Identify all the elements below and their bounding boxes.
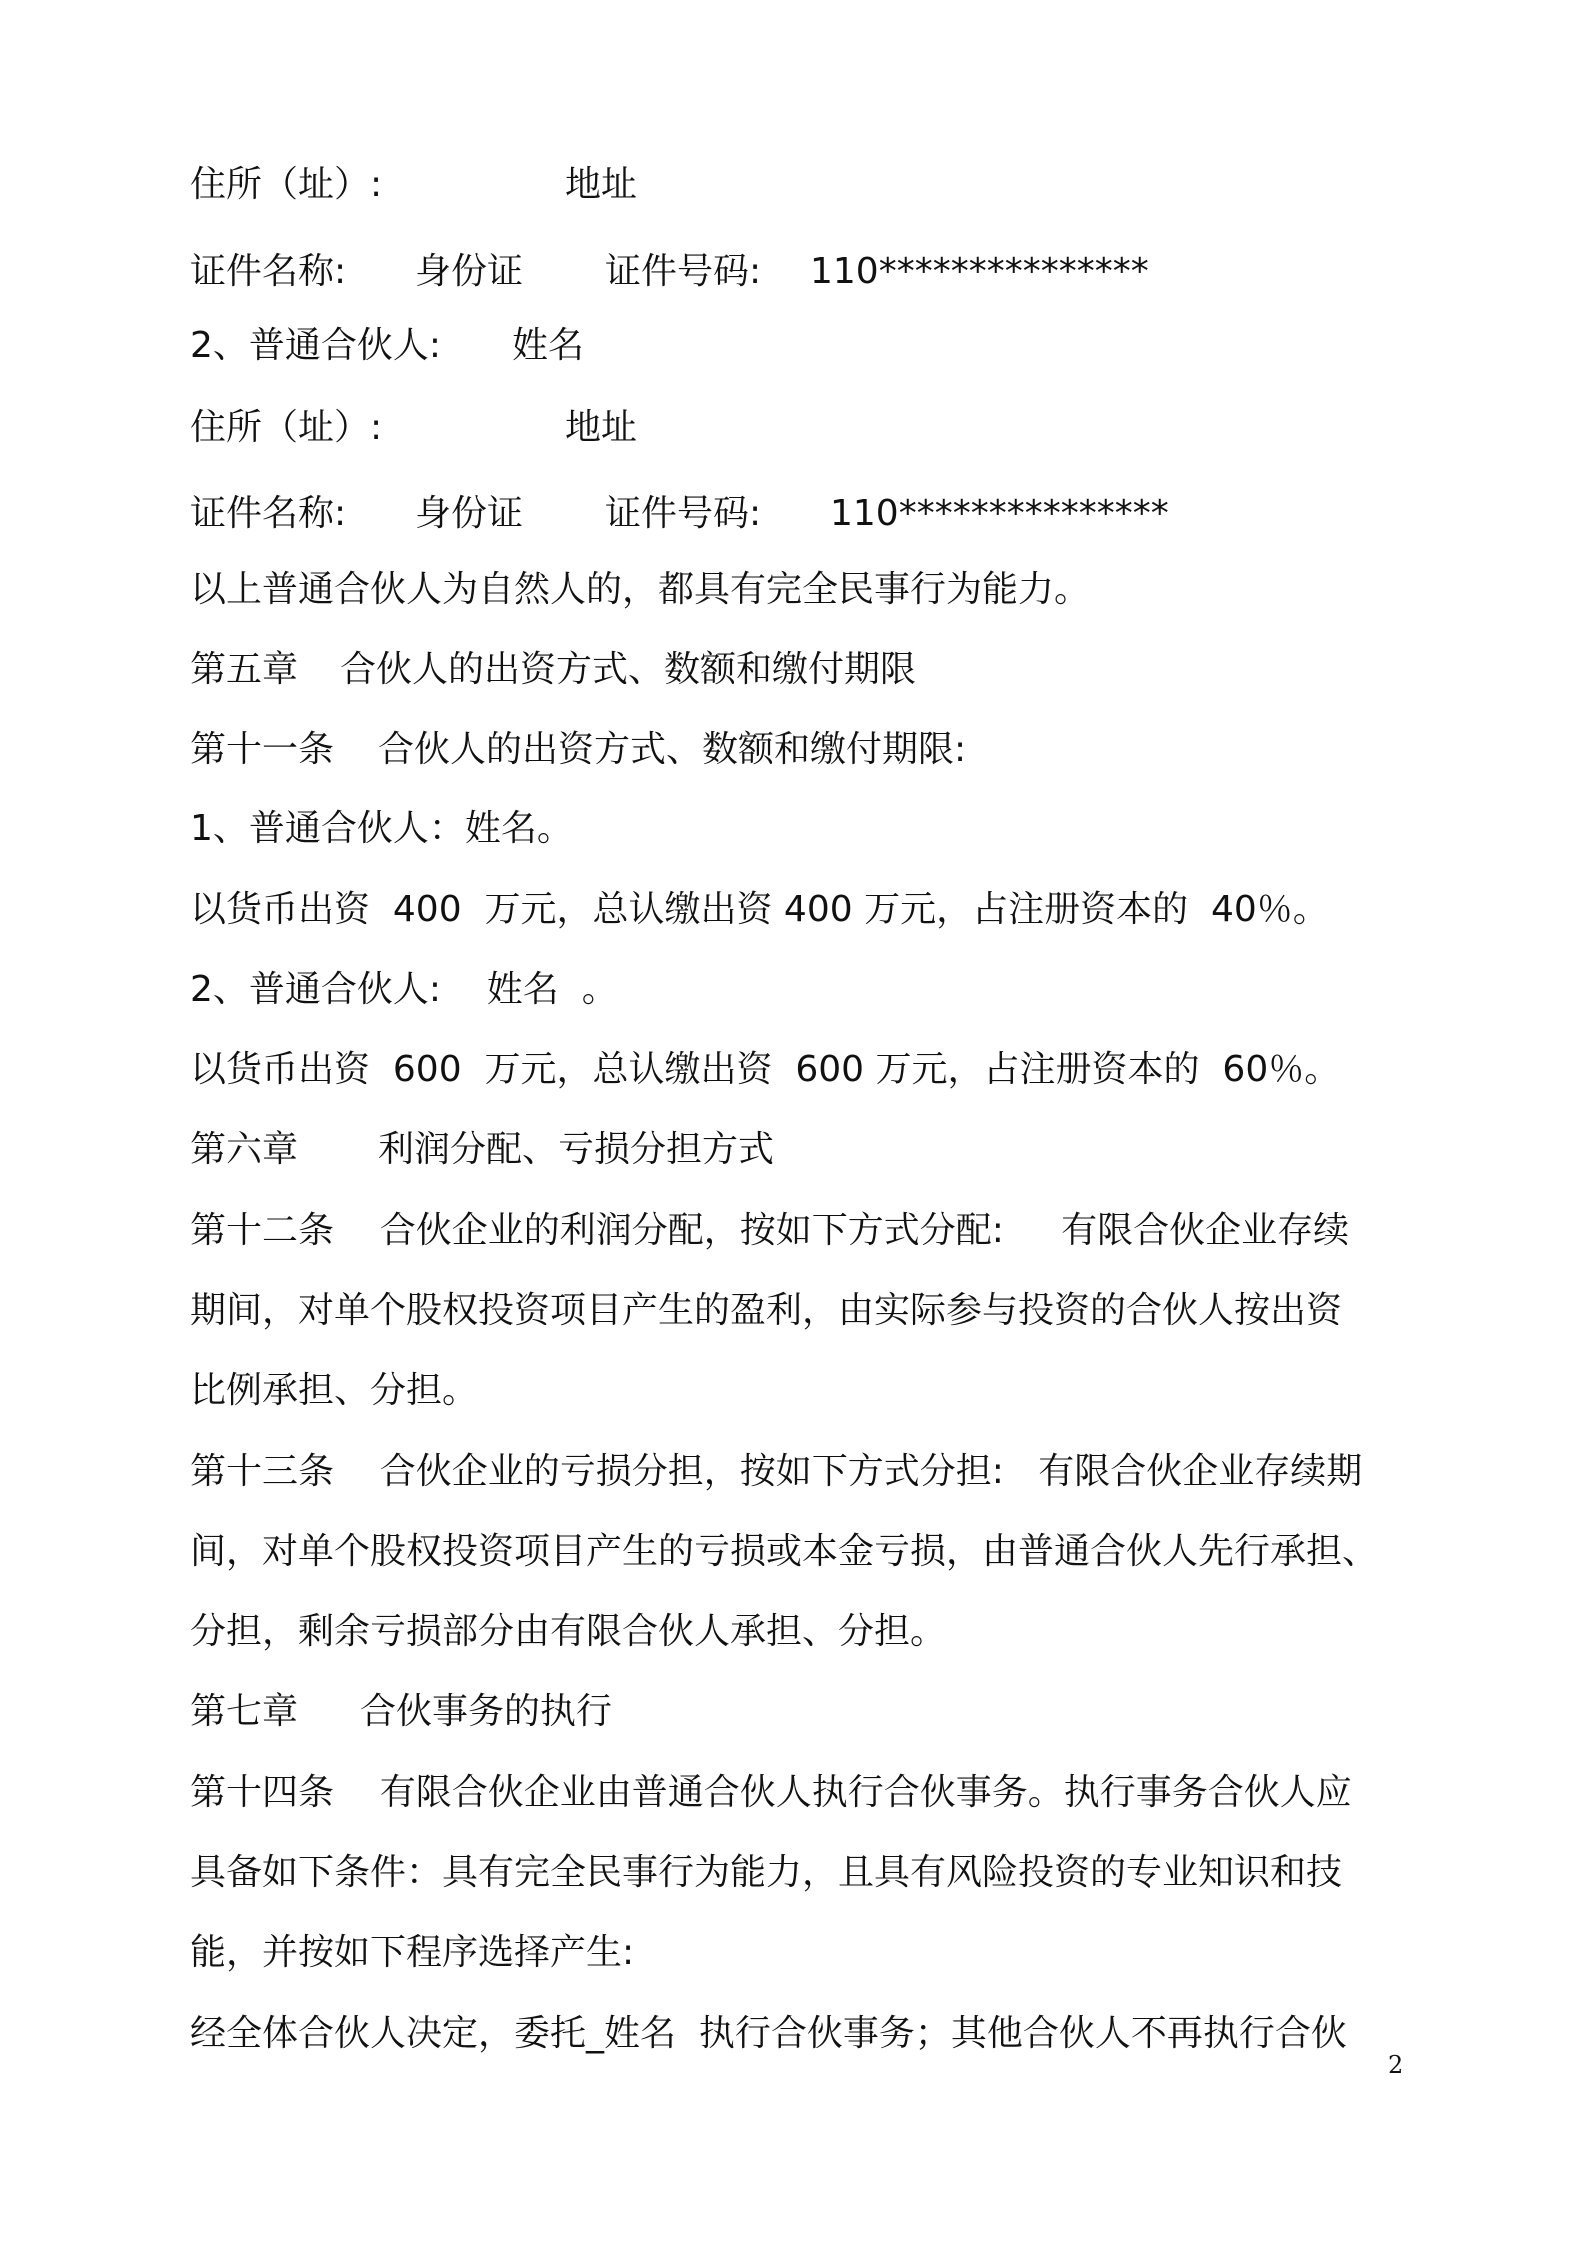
article13-line: 间，对单个股权投资项目产生的亏损或本金亏损，由普通合伙人先行承担、 xyxy=(190,1531,1379,1572)
chapter-title: 利润分配、亏损分担方式 xyxy=(378,1129,775,1170)
article14-line: 具备如下条件：具有完全民事行为能力，且具有风险投资的专业知识和技 xyxy=(190,1852,1343,1893)
id-type-value: 身份证 xyxy=(415,251,524,292)
article13-line: 分担，剩余亏损部分由有限合伙人承担、分担。 xyxy=(190,1611,947,1652)
article14-line: 能，并按如下程序选择产生: xyxy=(190,1932,635,1973)
chapter-number: 第六章 xyxy=(190,1129,299,1170)
article12-line: 期间，对单个股权投资项目产生的盈利，由实际参与投资的合伙人按出资 xyxy=(190,1290,1343,1331)
id-type-value: 身份证 xyxy=(415,493,524,534)
page-number: 2 xyxy=(1388,2051,1404,2079)
chapter-number: 第七章 xyxy=(190,1691,299,1732)
article13-line: 第十三条 合伙企业的亏损分担，按如下方式分担: 有限合伙企业存续期 xyxy=(190,1451,1363,1492)
address-value: 地址 xyxy=(565,164,638,205)
address-label: 住所（址）: xyxy=(190,407,383,448)
id-number-value: 110*************** xyxy=(830,493,1169,534)
contribution1-detail: 以货币出资 400 万元，总认缴出资 400 万元，占注册资本的 40％。 xyxy=(190,889,1329,930)
contribution2-partner: 2、普通合伙人: 姓名 。 xyxy=(190,969,618,1010)
article12-line: 比例承担、分担。 xyxy=(190,1370,479,1411)
id-type-label: 证件名称: xyxy=(190,493,347,534)
article14-line: 第十四条 有限合伙企业由普通合伙人执行合伙事务。执行事务合伙人应 xyxy=(190,1772,1352,1813)
contribution1-partner: 1、普通合伙人：姓名。 xyxy=(190,808,573,849)
partner2-heading-label: 2、普通合伙人: xyxy=(190,325,442,366)
capacity-statement: 以上普通合伙人为自然人的，都具有完全民事行为能力。 xyxy=(190,569,1091,610)
id-number-value: 110*************** xyxy=(810,251,1149,292)
article12-line: 第十二条 合伙企业的利润分配，按如下方式分配: 有限合伙企业存续 xyxy=(190,1210,1350,1251)
address-label: 住所（址）: xyxy=(190,164,383,205)
chapter-number: 第五章 xyxy=(190,649,299,690)
id-number-label: 证件号码: xyxy=(605,251,762,292)
address-value: 地址 xyxy=(565,407,638,448)
chapter-title: 合伙人的出资方式、数额和缴付期限 xyxy=(340,649,917,690)
partner2-name-value: 姓名 xyxy=(512,325,585,366)
article-number: 第十一条 xyxy=(190,729,335,770)
article14-line: 经全体合伙人决定，委托_姓名 执行合伙事务；其他合伙人不再执行合伙 xyxy=(190,2013,1347,2054)
chapter-title: 合伙事务的执行 xyxy=(360,1691,613,1732)
article-title: 合伙人的出资方式、数额和缴付期限: xyxy=(378,729,967,770)
contribution2-detail: 以货币出资 600 万元，总认缴出资 600 万元，占注册资本的 60％。 xyxy=(190,1049,1341,1090)
id-number-label: 证件号码: xyxy=(605,493,762,534)
id-type-label: 证件名称: xyxy=(190,251,347,292)
